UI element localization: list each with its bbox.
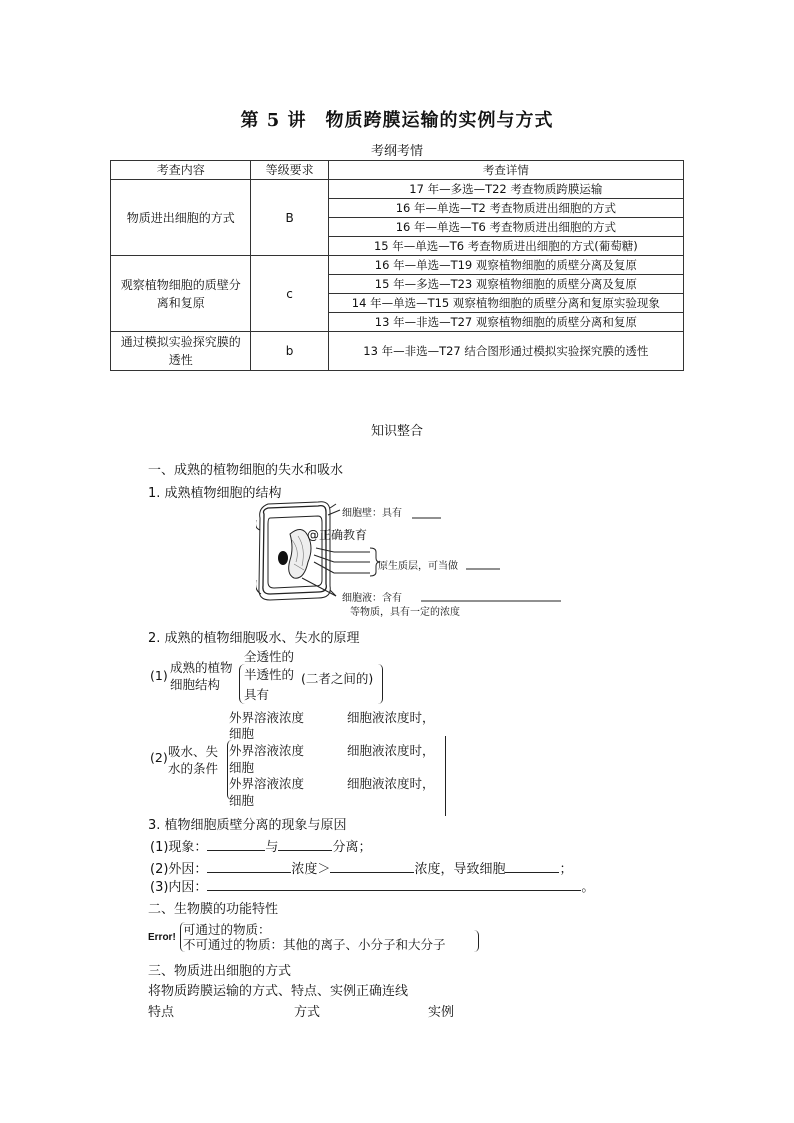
section-1-sub1: 1. 成熟植物细胞的结构 [148, 486, 282, 501]
membrane-permeable: 可通过的物质： [183, 922, 271, 937]
question-text: (2)外因： [150, 862, 208, 877]
question-text: 浓度，导致细胞 [414, 862, 506, 877]
question-text: 分离； [332, 840, 372, 855]
answer-blank[interactable] [505, 860, 559, 873]
section-3-instruction: 将物质跨膜运输的方式、特点、实例正确连线 [148, 984, 409, 999]
figure-label-cell-sap-2: 等物质，具有一定的浓度 [350, 607, 460, 618]
table-row [111, 256, 684, 275]
figure-label-protoplast: 原生质层，可当做 [378, 561, 458, 572]
question-text: 浓度＞ [291, 862, 331, 877]
brace [474, 930, 479, 952]
divider [445, 736, 446, 816]
point-1-label: 细胞结构 [170, 677, 221, 692]
exam-table [110, 160, 684, 371]
table-cell-content: 通过模拟实验探究膜的透性 [111, 332, 251, 371]
table-header: 考查详情 [328, 161, 683, 180]
question-1 [150, 836, 371, 855]
point-1-paren: (二者之间的) [301, 671, 374, 686]
table-header: 等级要求 [251, 161, 328, 180]
table-cell-detail: 16 年—单选—T6 考查物质进出细胞的方式 [328, 218, 683, 237]
answer-blank[interactable] [207, 838, 265, 851]
table-cell-detail: 16 年—单选—T2 考查物质进出细胞的方式 [328, 199, 683, 218]
table-cell-detail: 14 年—单选—T15 观察植物细胞的质壁分离和复原实验现象 [328, 294, 683, 313]
point-2-label: 水的条件 [168, 761, 219, 776]
section-1-sub3: 3. 植物细胞质壁分离的现象与原因 [148, 818, 347, 833]
question-text: (1)现象： [150, 840, 208, 855]
point-1-option: 具有 [244, 687, 270, 702]
column-methods: 方式 [294, 1005, 321, 1020]
membrane-impermeable: 不可通过的物质：其他的离子、小分子和大分子 [183, 937, 446, 952]
table-cell-level: c [251, 256, 328, 332]
point-1-option: 半透性的 [244, 667, 295, 682]
question-2 [150, 858, 572, 877]
table-row [111, 332, 684, 371]
figure-label-cell-sap: 细胞液：含有 [342, 593, 402, 604]
brace [378, 664, 383, 704]
point-1-number: (1) [150, 668, 168, 683]
point-2-number: (2) [150, 750, 168, 765]
table-cell-detail: 13 年—非选—T27 观察植物细胞的质壁分离和复原 [328, 313, 683, 332]
table-cell-level: b [251, 332, 328, 371]
table-cell-detail: 13 年—非选—T27 结合图形通过模拟实验探究膜的透性 [328, 332, 683, 371]
question-text: (3)内因： [150, 880, 208, 895]
table-cell-content: 观察植物细胞的质壁分离和复原 [111, 256, 251, 332]
table-header: 考查内容 [111, 161, 251, 180]
condition-row-b: 细胞液浓度时， [347, 776, 435, 791]
answer-blank[interactable] [207, 860, 291, 873]
table-cell-detail: 16 年—单选—T19 观察植物细胞的质壁分离及复原 [328, 256, 683, 275]
section-1-heading: 一、成熟的植物细胞的失水和吸水 [148, 463, 344, 478]
condition-row-c: 细胞 [229, 760, 255, 775]
table-cell-level: B [251, 180, 328, 256]
section-1-sub2: 2. 成熟的植物细胞吸水、失水的原理 [148, 631, 360, 646]
exam-outline-heading: 考纲考情 [370, 144, 423, 159]
point-2-label: 吸水、失 [168, 744, 219, 759]
knowledge-heading: 知识整合 [370, 424, 423, 439]
answer-blank[interactable] [207, 878, 581, 891]
condition-row-a: 外界溶液浓度 [229, 776, 305, 791]
section-3-heading: 三、物质进出细胞的方式 [148, 964, 292, 979]
answer-blank[interactable] [278, 838, 332, 851]
point-1-option: 全透性的 [244, 649, 295, 664]
table-cell-detail: 15 年—单选—T6 考查物质进出细胞的方式(葡萄糖) [328, 237, 683, 256]
condition-row-c: 细胞 [229, 726, 255, 741]
table-row [111, 180, 684, 199]
point-1-label: 成熟的植物 [170, 660, 233, 675]
table-header-row [111, 161, 684, 180]
condition-row-a: 外界溶液浓度 [229, 710, 305, 725]
watermark: @正确教育 [307, 528, 368, 542]
question-text: 与 [265, 840, 279, 855]
question-text: 。 [581, 880, 595, 895]
condition-row-b: 细胞液浓度时， [347, 743, 435, 758]
condition-row-c: 细胞 [229, 793, 255, 808]
error-marker: Error! [148, 932, 176, 943]
answer-blank[interactable] [330, 860, 414, 873]
table-cell-detail: 15 年—多选—T23 观察植物细胞的质壁分离及复原 [328, 275, 683, 294]
question-text: ； [559, 862, 573, 877]
figure-label-cell-wall: 细胞壁：具有 [342, 508, 402, 519]
column-examples: 实例 [428, 1005, 455, 1020]
question-3 [150, 876, 594, 895]
column-features: 特点 [148, 1005, 175, 1020]
condition-row-a: 外界溶液浓度 [229, 743, 305, 758]
table-cell-content: 物质进出细胞的方式 [111, 180, 251, 256]
table-cell-detail: 17 年—多选—T22 考查物质跨膜运输 [328, 180, 683, 199]
section-2-heading: 二、生物膜的功能特性 [148, 902, 279, 917]
condition-row-b: 细胞液浓度时， [347, 710, 435, 725]
page-title: 第 5 讲 物质跨膜运输的实例与方式 [240, 110, 554, 131]
